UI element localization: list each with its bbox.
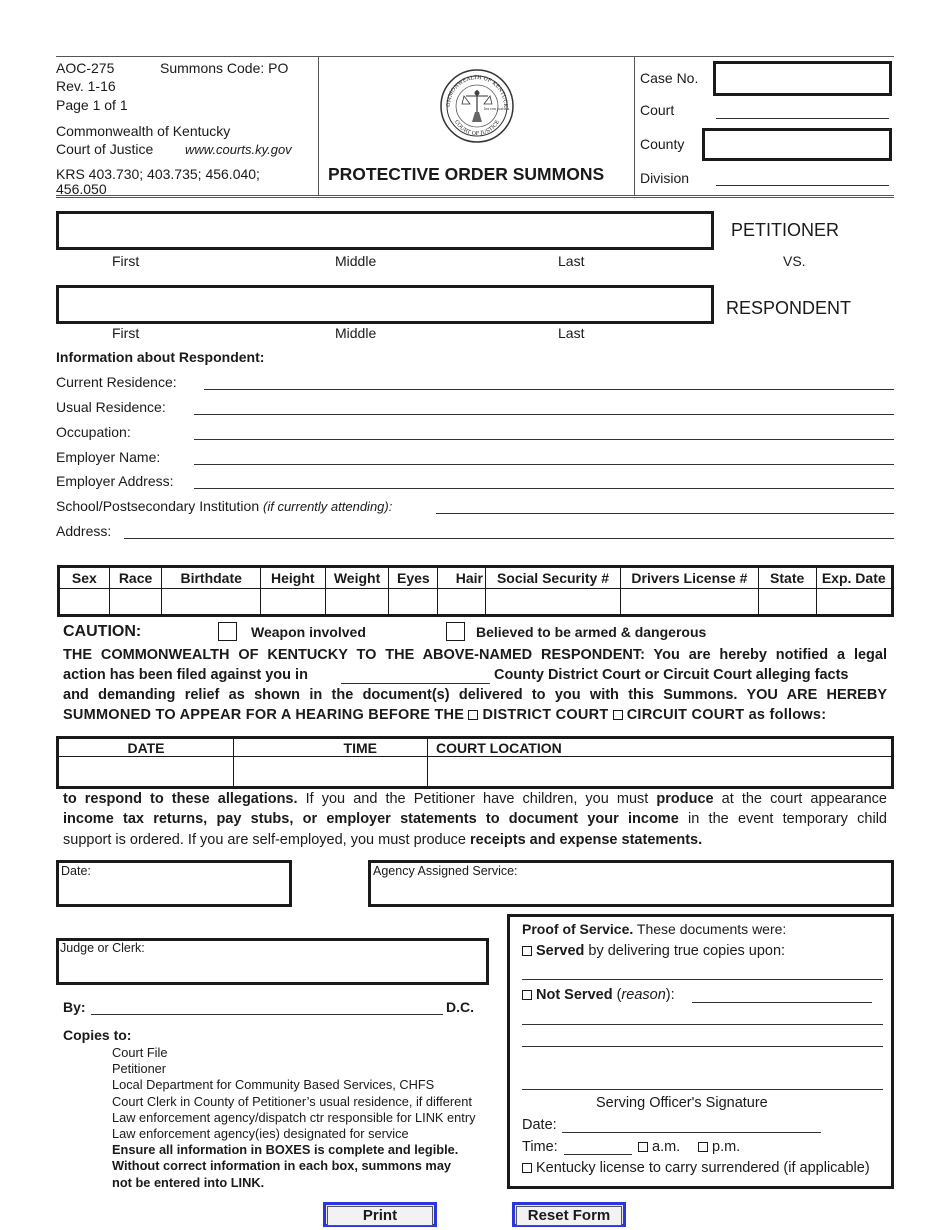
ensure-notice-1: Ensure all information in BOXES is complete and legible. xyxy=(112,1142,459,1158)
drivers-license-field[interactable] xyxy=(620,589,758,616)
reason-line-3[interactable] xyxy=(522,1046,883,1047)
respond-produce: produce xyxy=(656,791,714,807)
occupation-field[interactable] xyxy=(194,439,894,440)
case-no-field[interactable] xyxy=(713,61,892,96)
col-state: State xyxy=(758,567,816,589)
district-court-label: DISTRICT COURT xyxy=(482,707,609,723)
respondent-name-field[interactable] xyxy=(56,285,714,324)
petitioner-last-label: Last xyxy=(558,253,585,269)
hearing-input-row xyxy=(58,757,893,788)
license-surrendered-checkbox[interactable] xyxy=(522,1163,532,1173)
armed-dangerous-label: Believed to be armed & dangerous xyxy=(476,624,707,640)
pm-label: p.m. xyxy=(712,1139,741,1155)
issue-date-label: Date: xyxy=(61,864,91,878)
svg-text:COMMONWEALTH OF KENTUCKY: OMMONWEALTH OF KENTUCK xyxy=(445,74,509,108)
notice-line-4-text: SUMMONED TO APPEAR FOR A HEARING BEFORE THE xyxy=(63,707,465,723)
court-seal-icon xyxy=(438,68,516,144)
col-eyes: Eyes xyxy=(389,567,438,589)
hearing-location-header: COURT LOCATION xyxy=(428,738,893,757)
col-weight: Weight xyxy=(325,567,389,589)
employer-address-label: Employer Address: xyxy=(56,473,174,489)
case-no-label: Case No. xyxy=(640,70,699,86)
agency-assigned-label: Agency Assigned Service: xyxy=(373,864,518,878)
respond-line-1 xyxy=(63,791,887,807)
id-table-header-row xyxy=(59,567,893,589)
district-court-checkbox[interactable] xyxy=(468,710,478,720)
by-label: By: xyxy=(63,999,86,1015)
revision: Rev. 1-16 xyxy=(56,78,116,94)
armed-dangerous-checkbox[interactable] xyxy=(446,622,465,641)
county-label: County xyxy=(640,136,685,152)
caution-label: CAUTION: xyxy=(63,623,142,640)
am-label: a.m. xyxy=(652,1139,681,1155)
id-table-input-row xyxy=(59,589,893,616)
notice-line-4 xyxy=(63,707,826,723)
commonwealth-label: Commonwealth of Kentucky xyxy=(56,123,231,139)
circuit-court-label: CIRCUIT COURT as follows: xyxy=(626,707,827,723)
col-ssn: Social Security # xyxy=(486,567,621,589)
svg-text:COURT OF JUSTICE: COURT OF JUSTICE xyxy=(452,119,502,138)
proof-title-text: These documents were: xyxy=(633,921,787,937)
served-option xyxy=(522,943,785,959)
school-note: (if currently attending): xyxy=(263,499,393,514)
am-option xyxy=(638,1139,680,1155)
respond-line-1-text: If you and the Petitioner have children, you must xyxy=(297,791,657,807)
hearing-date-field[interactable] xyxy=(58,757,234,788)
krs-statutes-cont: 456.050 xyxy=(56,181,107,197)
school-address-label: Address: xyxy=(56,523,112,539)
filing-county-field[interactable] xyxy=(341,683,490,684)
form-number: AOC-275 xyxy=(56,60,115,76)
respond-line-1-bold: to respond to these allegations. xyxy=(63,791,298,807)
court-label: Court xyxy=(640,102,675,118)
petitioner-middle-label: Middle xyxy=(335,253,377,269)
website-label: www.courts.ky.gov xyxy=(185,142,292,157)
ssn-field[interactable] xyxy=(486,589,621,616)
col-drivers-license: Drivers License # xyxy=(620,567,758,589)
header-divider-left xyxy=(318,56,319,195)
division-label: Division xyxy=(640,170,690,186)
copy-item: Court File xyxy=(112,1045,168,1060)
respond-line-1-end: at the court appearance xyxy=(713,791,887,807)
birthdate-field[interactable] xyxy=(162,589,261,616)
officer-signature-field[interactable] xyxy=(522,1089,883,1090)
weapon-involved-checkbox[interactable] xyxy=(218,622,237,641)
svg-text:lex rex justitia: lex rex justitia xyxy=(484,107,510,111)
weight-field[interactable] xyxy=(325,589,389,616)
school-label-text: School/Postsecondary Institution xyxy=(56,498,260,514)
copies-to-label: Copies to: xyxy=(63,1027,132,1043)
page-number: Page 1 of 1 xyxy=(56,97,128,113)
notice-line-2a: action has been filed against you in xyxy=(63,667,308,683)
notice-line-1: THE COMMONWEALTH OF KENTUCKY TO THE ABOVE-NAMED RESPONDENT: You are hereby notified a legal xyxy=(63,647,887,663)
state-field[interactable] xyxy=(758,589,816,616)
county-field[interactable] xyxy=(702,128,892,161)
school-field[interactable] xyxy=(436,513,894,514)
employer-name-label: Employer Name: xyxy=(56,449,161,465)
school-label xyxy=(56,498,392,514)
not-served-checkbox[interactable] xyxy=(522,990,532,1000)
copy-item: Court Clerk in County of Petitioner’s usual residence, if different xyxy=(112,1093,472,1109)
hearing-date-header: DATE xyxy=(58,738,234,757)
ensure-notice-2: Without correct information in each box, summons may xyxy=(112,1158,452,1174)
hearing-header-row xyxy=(58,738,893,757)
proof-title-bold: Proof of Service. xyxy=(522,921,634,937)
school-address-field[interactable] xyxy=(124,538,894,539)
race-field[interactable] xyxy=(109,589,162,616)
ensure-notice-3: not be entered into LINK. xyxy=(112,1174,265,1190)
respondent-middle-label: Middle xyxy=(335,325,377,341)
proof-title xyxy=(522,921,786,937)
usual-residence-field[interactable] xyxy=(194,414,894,415)
circuit-court-checkbox[interactable] xyxy=(613,710,623,720)
by-field[interactable] xyxy=(91,1014,443,1015)
employer-address-field[interactable] xyxy=(194,488,894,489)
reason-line-2[interactable] xyxy=(522,1024,883,1025)
petitioner-name-field[interactable] xyxy=(56,211,714,250)
served-label: Served xyxy=(536,943,585,959)
col-hair: Hair xyxy=(438,567,486,589)
am-checkbox[interactable] xyxy=(638,1142,648,1152)
judge-clerk-label: Judge or Clerk: xyxy=(60,941,145,955)
col-race: Race xyxy=(109,567,162,589)
copy-item: Petitioner xyxy=(112,1061,167,1077)
header-bottom-rule xyxy=(56,195,894,199)
hearing-table xyxy=(56,736,894,789)
form-title: PROTECTIVE ORDER SUMMONS xyxy=(328,164,605,184)
not-served-label: Not Served xyxy=(536,987,613,1003)
served-upon-field[interactable] xyxy=(522,979,883,980)
col-birthdate: Birthdate xyxy=(162,567,261,589)
copies-list xyxy=(112,1045,475,1191)
respond-line-3 xyxy=(63,832,702,848)
officer-signature-label: Serving Officer's Signature xyxy=(596,1095,768,1111)
hair-field[interactable] xyxy=(438,589,486,616)
served-text: by delivering true copies upon: xyxy=(584,943,786,959)
service-time-label: Time: xyxy=(522,1139,558,1155)
not-served-option: Not Served (reason): xyxy=(522,987,675,1003)
employer-name-field[interactable] xyxy=(194,464,894,465)
service-date-label: Date: xyxy=(522,1117,557,1133)
respondent-label: RESPONDENT xyxy=(726,298,852,318)
license-surrendered-option xyxy=(522,1160,870,1176)
court-of-justice-label: Court of Justice xyxy=(56,141,154,157)
respond-line-2-text: in the event temporary child xyxy=(678,811,887,827)
respond-line-3-bold: receipts and expense statements. xyxy=(470,832,703,848)
copy-item: Law enforcement agency(ies) designated for service xyxy=(112,1126,409,1142)
eyes-field[interactable] xyxy=(389,589,438,616)
respondent-info-heading: Information about Respondent: xyxy=(56,349,265,365)
reset-form-button[interactable] xyxy=(512,1202,626,1227)
summons-code: Summons Code: PO xyxy=(160,60,289,76)
petitioner-first-label: First xyxy=(112,253,140,269)
hearing-time-header: TIME xyxy=(234,738,428,757)
issue-date-field[interactable] xyxy=(56,860,292,907)
exp-date-field[interactable] xyxy=(816,589,892,616)
height-field[interactable] xyxy=(260,589,325,616)
respond-line-2-bold: income tax returns, pay stubs, or employer statements to document your income xyxy=(63,811,679,827)
respondent-first-label: First xyxy=(112,325,140,341)
hearing-location-field[interactable] xyxy=(428,757,893,788)
reason-label: reason xyxy=(621,987,666,1003)
header-top-rule xyxy=(56,56,894,57)
col-height: Height xyxy=(260,567,325,589)
pm-option xyxy=(698,1139,740,1155)
service-time-field[interactable] xyxy=(564,1154,632,1155)
print-button-label: Print xyxy=(327,1206,433,1226)
versus-label: VS. xyxy=(783,253,806,269)
reset-form-button-label: Reset Form xyxy=(516,1206,622,1226)
copy-item: Law enforcement agency/dispatch ctr responsible for LINK entry xyxy=(112,1109,476,1125)
col-exp-date: Exp. Date xyxy=(816,567,892,589)
print-button[interactable] xyxy=(323,1202,437,1227)
hearing-time-field[interactable] xyxy=(234,757,428,788)
respond-line-3-text: support is ordered. If you are self-employed, you must produce xyxy=(63,832,471,848)
current-residence-label: Current Residence: xyxy=(56,374,177,390)
header-divider-right xyxy=(634,56,635,195)
not-served-reason-field[interactable] xyxy=(692,1002,872,1003)
petitioner-label: PETITIONER xyxy=(731,220,840,240)
notice-line-2b: County District Court or Circuit Court alleging facts xyxy=(494,667,849,683)
license-surrendered-label: Kentucky license to carry surrendered (if applicable) xyxy=(536,1160,870,1176)
col-sex: Sex xyxy=(59,567,110,589)
served-checkbox[interactable] xyxy=(522,946,532,956)
respondent-id-table xyxy=(57,565,894,617)
court-field[interactable] xyxy=(716,118,889,119)
current-residence-field[interactable] xyxy=(204,389,894,390)
deputy-clerk-label: D.C. xyxy=(446,999,474,1015)
occupation-label: Occupation: xyxy=(56,424,131,440)
usual-residence-label: Usual Residence: xyxy=(56,399,166,415)
notice-line-3: and demanding relief as shown in the document(s) delivered to you with this Summons. YOU ARE HEREBY xyxy=(63,687,887,703)
division-field[interactable] xyxy=(716,185,889,186)
service-date-field[interactable] xyxy=(562,1132,821,1133)
sex-field[interactable] xyxy=(59,589,110,616)
respondent-last-label: Last xyxy=(558,325,585,341)
weapon-involved-label: Weapon involved xyxy=(251,624,366,640)
copy-item: Local Department for Community Based Services, CHFS xyxy=(112,1077,435,1093)
respond-line-2 xyxy=(63,811,887,827)
krs-statutes: KRS 403.730; 403.735; 456.040; xyxy=(56,166,260,182)
pm-checkbox[interactable] xyxy=(698,1142,708,1152)
